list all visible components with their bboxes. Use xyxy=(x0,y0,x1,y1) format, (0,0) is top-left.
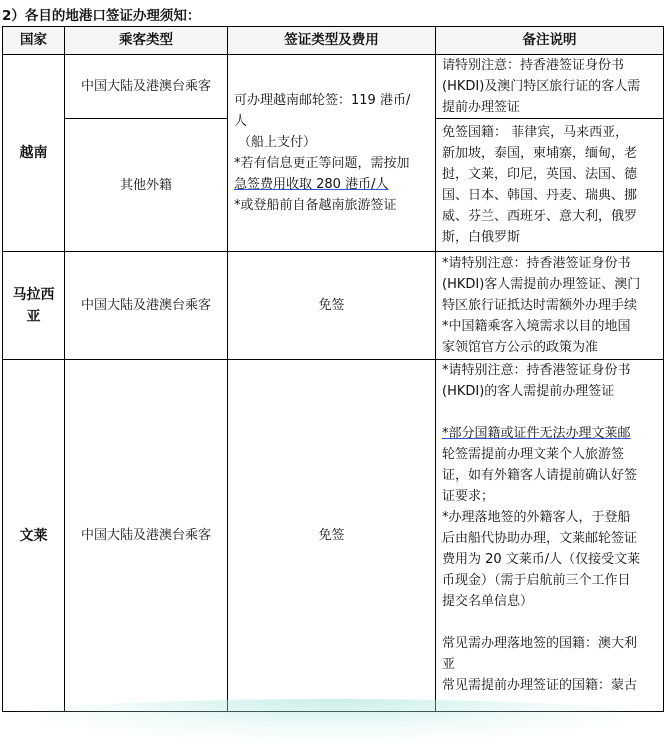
notes-line: 威、芬兰、西班牙、意大利，俄罗 xyxy=(442,209,638,224)
notes-line: 国、日本、韩国、丹麦、瑞典、挪 xyxy=(442,188,638,203)
notes-line: 家领馆官方公示的政策为准 xyxy=(442,340,599,355)
country-brunei: 文莱 xyxy=(3,360,65,712)
table-row xyxy=(3,252,664,360)
column-header-notes: 备注说明 xyxy=(436,27,664,55)
table-header-row xyxy=(3,27,664,55)
visa-fee-cell-vietnam xyxy=(228,55,436,252)
notes-line: 后由船代协助办理，文莱邮轮签证 xyxy=(442,531,638,546)
notes-cell-malaysia xyxy=(436,252,664,360)
notes-line: *请特别注意：持香港签证身份书 xyxy=(442,256,631,271)
country-malaysia xyxy=(3,252,65,360)
visa-line: （船上支付） xyxy=(238,135,317,150)
notes-line: 轮签需提前办理文莱个人旅游签 xyxy=(442,447,625,462)
notes-line: 免签国籍： 菲律宾，马来西亚， xyxy=(442,125,629,140)
visa-line: 急签费用收取 280 港币/人 xyxy=(234,177,389,192)
notes-line: 提交名单信息） xyxy=(442,594,534,609)
notes-line: 特区旅行证抵达时需额外办理手续 xyxy=(442,298,638,313)
notes-line: (HKDI)及澳门特区旅行证的客人需 xyxy=(442,79,641,94)
notes-line: 费用为 20 文莱币/人（仅接受文莱 xyxy=(442,552,641,567)
notes-line: *部分国籍或证件无法办理文莱邮 xyxy=(442,426,631,441)
notes-line: *中国籍乘客入境需求以目的地国 xyxy=(442,319,631,334)
passenger-type-cell: 中国大陆及港澳台乘客 xyxy=(65,55,228,119)
section-heading: 2）各目的地港口签证办理须知： xyxy=(2,8,201,24)
notes-line: 常见需办理落地签的国籍：澳大利 xyxy=(442,636,638,651)
table-row xyxy=(3,360,664,712)
visa-line: *或登船前自备越南旅游签证 xyxy=(234,198,397,213)
passenger-type-cell: 中国大陆及港澳台乘客 xyxy=(65,360,228,712)
notes-line: *办理落地签的外籍客人，于登船 xyxy=(442,510,631,525)
visa-fee-cell-malaysia: 免签 xyxy=(228,252,436,360)
notes-line: 斯，白俄罗斯 xyxy=(442,230,521,245)
visa-line: *若有信息更正等问题，需按加 xyxy=(234,156,410,171)
passenger-type-cell: 中国大陆及港澳台乘客 xyxy=(65,252,228,360)
notes-line: 币现金）（需于启航前三个工作日 xyxy=(442,573,631,588)
column-header-visa-type-fee: 签证类型及费用 xyxy=(228,27,436,55)
notes-line: 挝，文莱，印尼，英国、法国、德 xyxy=(442,167,638,182)
notes-cell-vietnam-1 xyxy=(436,55,664,119)
notes-line: 提前办理签证 xyxy=(442,100,521,115)
notes-cell-brunei xyxy=(436,360,664,712)
notes-line: 亚 xyxy=(442,657,456,672)
notes-line: 请特别注意：持香港签证身份书 xyxy=(442,58,625,73)
visa-requirements-table xyxy=(2,26,664,712)
visa-fee-cell-brunei: 免签 xyxy=(228,360,436,712)
column-header-passenger-type: 乘客类型 xyxy=(65,27,228,55)
notes-line: 证，如有外籍客人请提前确认好签 xyxy=(442,468,638,483)
table-row xyxy=(3,55,664,119)
notes-cell-vietnam-2 xyxy=(436,119,664,252)
notes-line: 常见需提前办理签证的国籍：蒙古 xyxy=(442,678,638,693)
notes-line: *请特别注意：持香港签证身份书 xyxy=(442,363,631,378)
notes-line: (HKDI)的客人需提前办理签证 xyxy=(442,384,615,399)
visa-line: 人 xyxy=(234,114,248,129)
country-name-line: 马拉西 xyxy=(12,286,55,303)
notes-line: 证要求； xyxy=(442,489,495,504)
notes-line: (HKDI)客人需提前办理签证、澳门 xyxy=(442,277,641,292)
column-header-country: 国家 xyxy=(3,27,65,55)
passenger-type-cell: 其他外籍 xyxy=(65,119,228,252)
country-vietnam: 越南 xyxy=(3,55,65,252)
visa-line: 可办理越南邮轮签：119 港币/ xyxy=(234,93,411,108)
country-name-line: 亚 xyxy=(26,308,41,325)
notes-line: 新加坡，泰国，柬埔寨，缅甸，老 xyxy=(442,146,638,161)
